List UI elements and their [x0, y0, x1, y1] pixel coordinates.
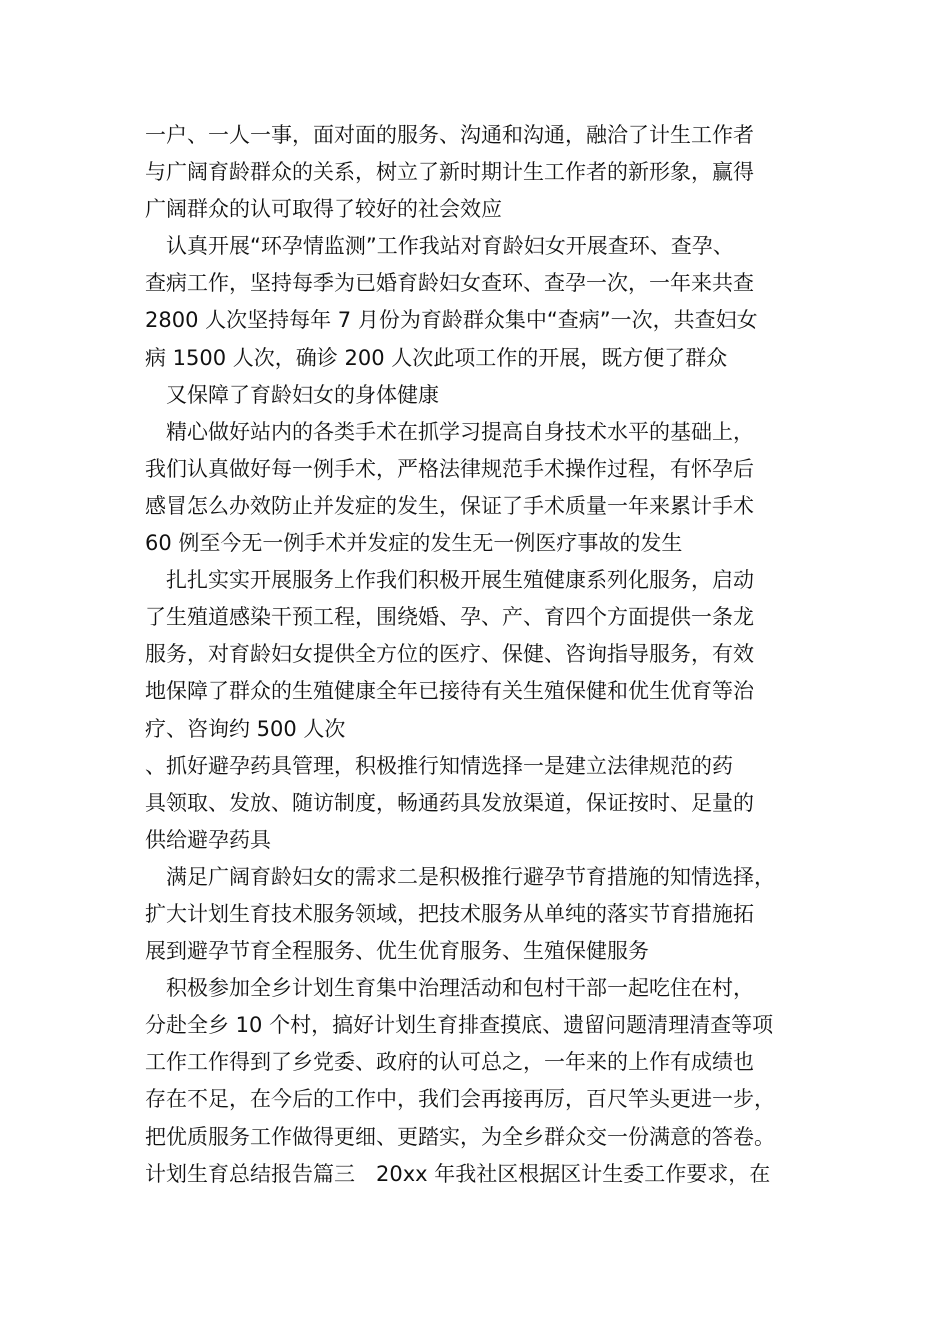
text-line: 扩大计划生育技术服务领域，把技术服务从单纯的落实节育措施拓 [145, 901, 754, 926]
text-line: 服务，对育龄妇女提供全方位的医疗、保健、咨询指导服务，有效 [145, 642, 754, 667]
text-line: 积极参加全乡计划生育集中治理活动和包村干部一起吃住在村， [166, 976, 754, 1001]
paragraph-reproductive-health [145, 562, 825, 747]
text-line: 感冒怎么办效防止并发症的发生，保证了手术质量一年来累计手术 [145, 493, 754, 518]
paragraph-village-work-summary [145, 970, 825, 1193]
text-line: 地保障了群众的生殖健康全年已接待有关生殖保健和优生优育等治 [145, 679, 754, 704]
text-line: 、抓好避孕药具管理，积极推行知情选择一是建立法律规范的药 [145, 753, 733, 778]
text-line: 我们认真做好每一例手术，严格法律规范手术操作过程，有怀孕后 [145, 456, 754, 481]
text-line: 工作工作得到了乡党委、政府的认可总之，一年来的上作有成绩也 [145, 1050, 754, 1075]
text-line: 疗、咨询约 500 人次 [145, 716, 346, 741]
text-line: 2800 人次坚持每年 7 月份为育龄群众集中“查病”一次，共查妇女 [145, 308, 758, 333]
text-line: 查病工作，坚持每季为已婚育龄妇女查环、查孕一次，一年来共查 [145, 271, 754, 296]
text-line: 60 例至今无一例手术并发症的发生无一例医疗事故的发生 [145, 531, 683, 556]
text-line: 又保障了育龄妇女的身体健康 [166, 382, 439, 407]
text-line: 广阔群众的认可取得了较好的社会效应 [145, 197, 502, 222]
text-line: 与广阔育龄群众的关系，树立了新时期计生工作者的新形象，赢得 [145, 160, 754, 185]
text-line: 了生殖道感染干预工程，围绕婚、孕、产、育四个方面提供一条龙 [145, 605, 754, 630]
text-line: 一户、一人一事，面对面的服务、沟通和沟通，融洽了计生工作者 [145, 123, 754, 147]
text-line: 展到避孕节育全程服务、优生优育服务、生殖保健服务 [145, 939, 649, 964]
paragraph-contraceptive-management [145, 748, 825, 859]
text-line: 病 1500 人次，确诊 200 人次此项工作的开展，既方便了群众 [145, 345, 728, 370]
text-line: 具领取、发放、随访制度，畅通药具发放渠道，保证按时、足量的 [145, 790, 754, 815]
text-line: 扎扎实实开展服务上作我们积极开展生殖健康系列化服务，启动 [166, 568, 754, 593]
text-line: 满足广阔育龄妇女的需求二是积极推行避孕节育措施的知情选择， [166, 864, 775, 889]
paragraph-health [145, 377, 825, 414]
text-line: 存在不足，在今后的工作中，我们会再接再厉，百尺竿头更进一步， [145, 1087, 775, 1112]
paragraph-surgery [145, 414, 825, 562]
text-line: 计划生育总结报告篇三 20xx 年我社区根据区计生委工作要求，在 [145, 1161, 771, 1186]
paragraph-monitoring [145, 228, 825, 376]
document-body [145, 117, 825, 1193]
text-line: 供给避孕药具 [145, 827, 271, 852]
text-line: 认真开展“环孕情监测”工作我站对育龄妇女开展查环、查孕、 [166, 234, 734, 259]
text-line: 精心做好站内的各类手术在抓学习提高自身技术水平的基础上， [166, 419, 754, 444]
paragraph-informed-choice [145, 859, 825, 970]
text-line: 分赴全乡 10 个村，搞好计划生育排查摸底、遗留问题清理清查等项 [145, 1013, 774, 1038]
paragraph-service-relations [145, 117, 825, 228]
text-line: 把优质服务工作做得更细、更踏实，为全乡群众交一份满意的答卷。 [145, 1124, 775, 1149]
